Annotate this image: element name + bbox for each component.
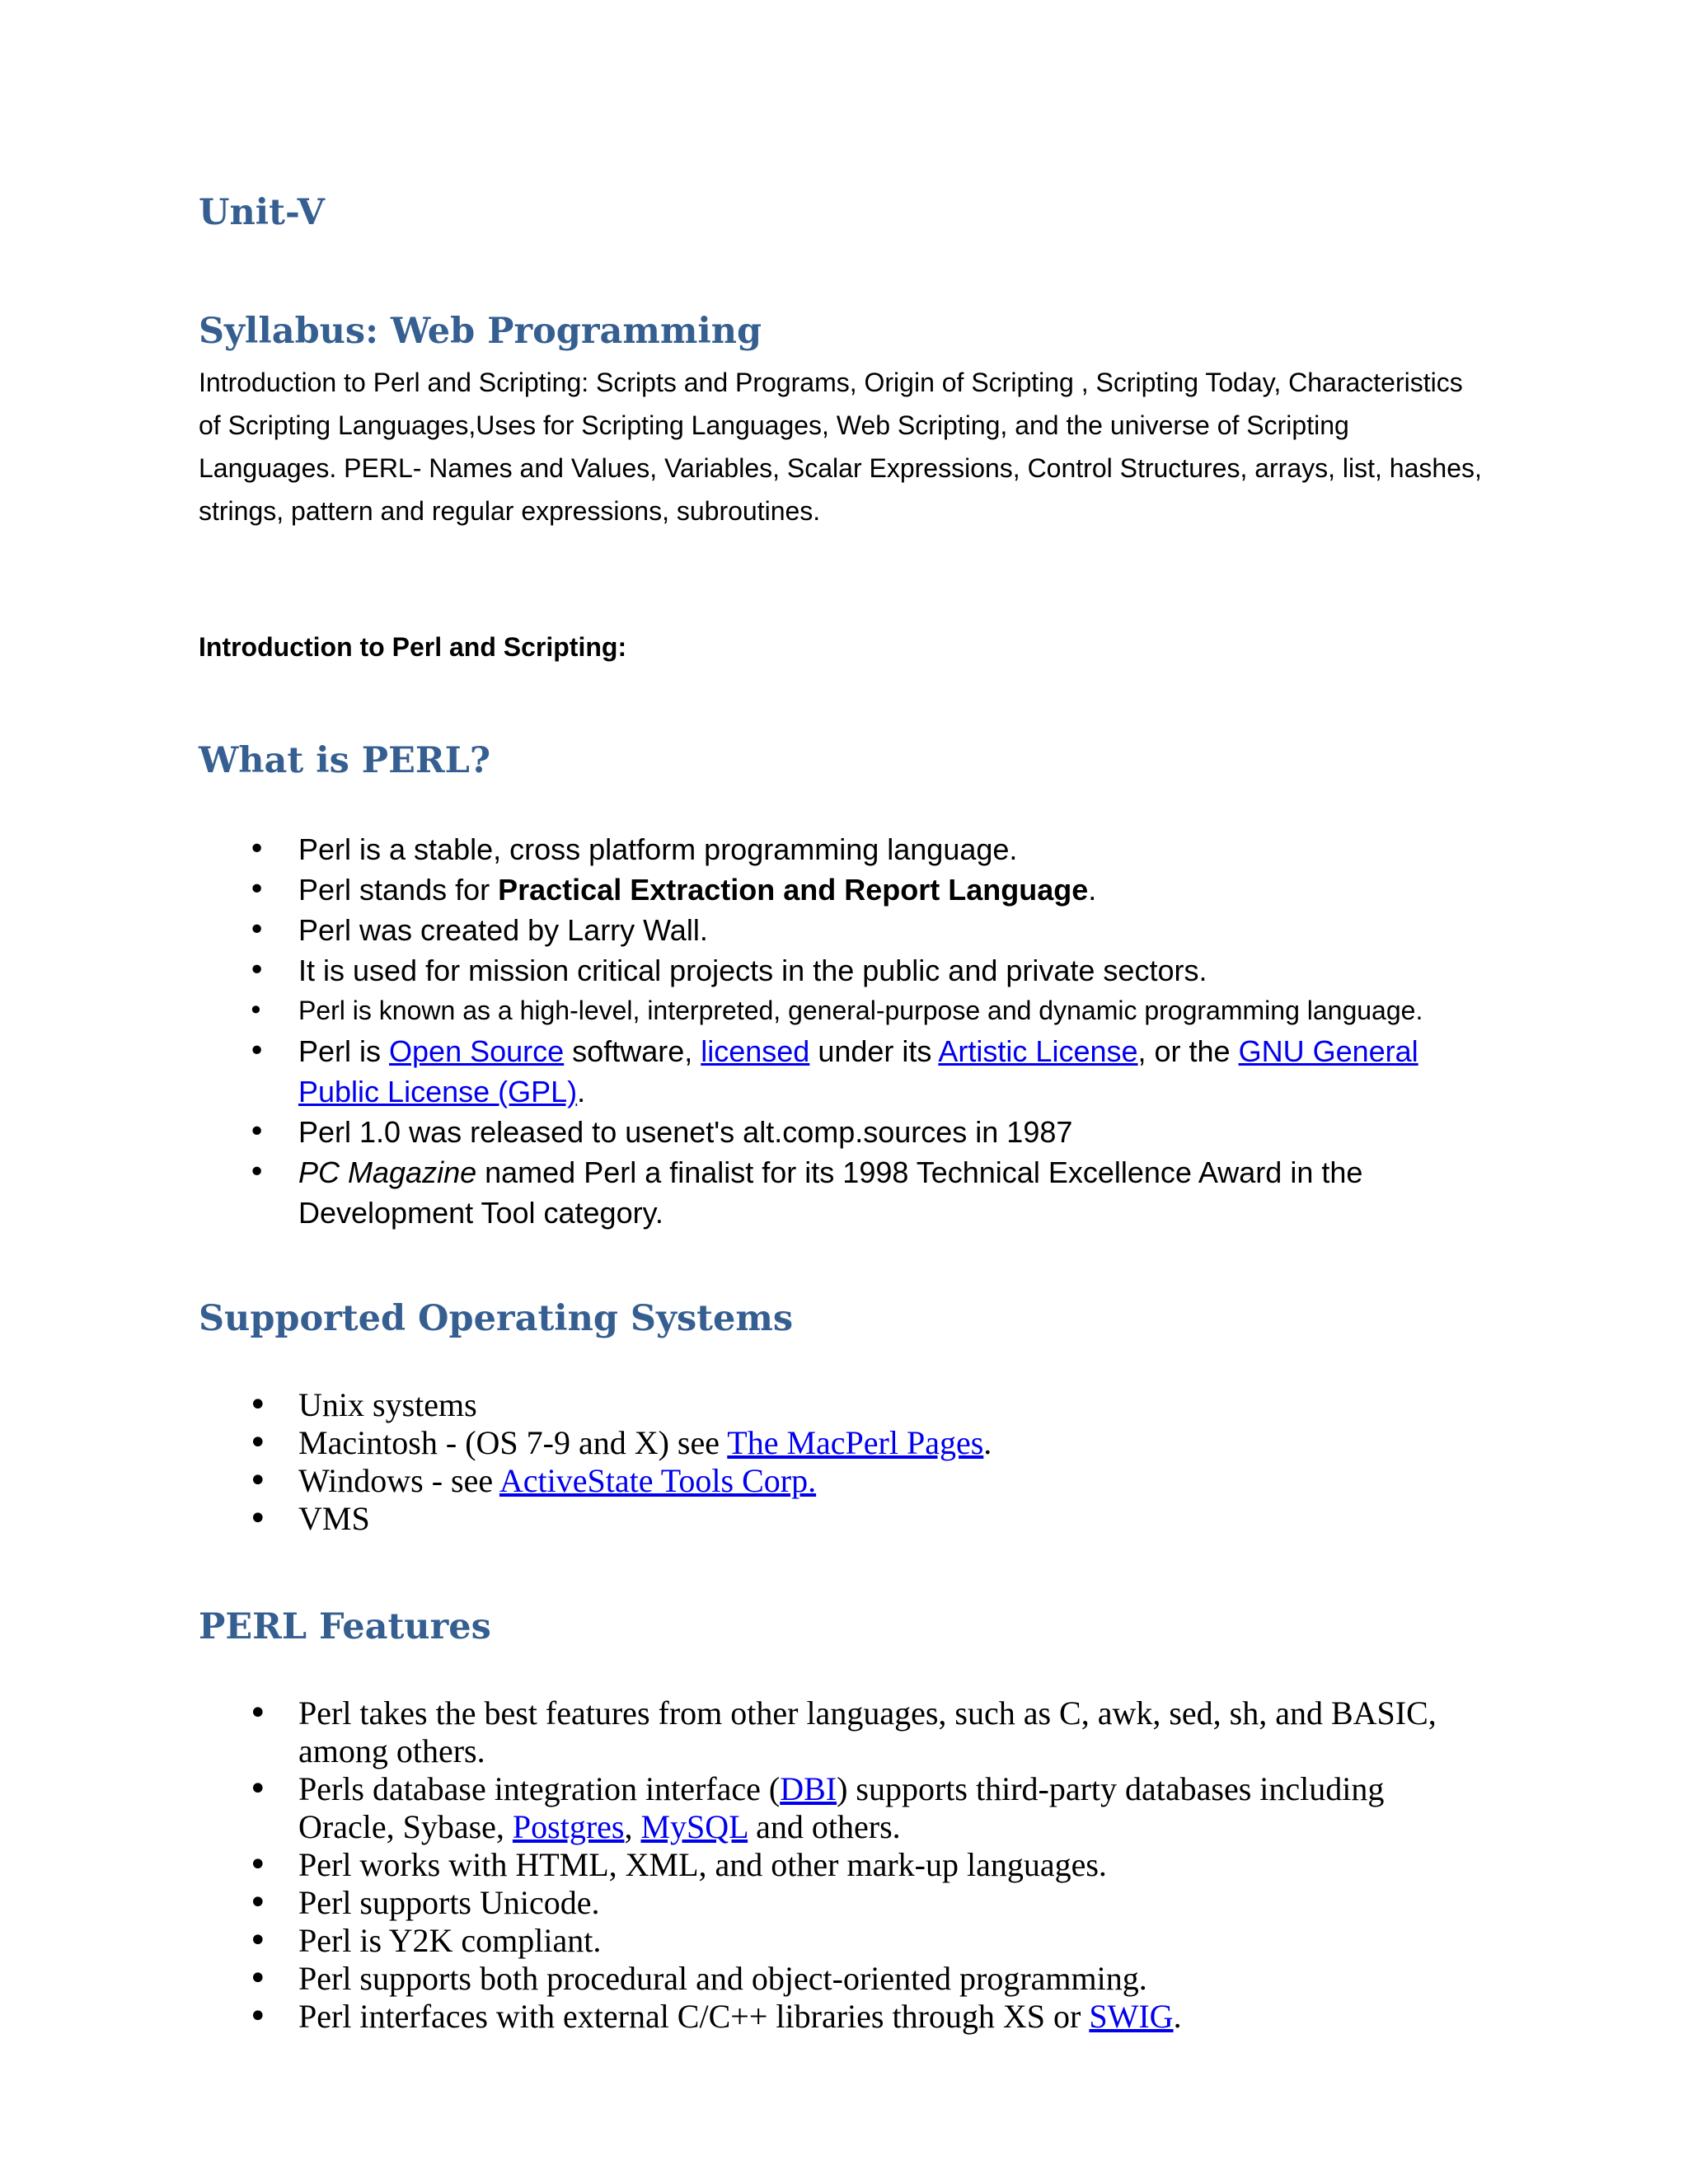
syllabus-text: Introduction to Perl and Scripting: Scripts and Programs, Origin of Scripting , Scripting Today, Characteristics of Scripting Languages,Uses for Scripting Languages, Web Scripting, and the universe of Scripting Languages. PERL- Names and Values, Variables, Scalar Expressions, Control Structures, arrays, list, hashes, strings, pattern and regular expressions, subroutines. <box>199 368 1482 526</box>
list-item-text: Perl works with HTML, XML, and other mark-up languages. <box>298 1846 1107 1883</box>
bold-text: Practical Extraction and Report Language <box>498 873 1089 907</box>
list-item <box>199 1922 1484 1960</box>
unit-heading: Unit-V <box>199 192 326 233</box>
bullet-icon: • <box>248 1846 268 1884</box>
bullet-icon: • <box>248 1034 266 1068</box>
dbi-link[interactable]: DBI <box>780 1770 837 1807</box>
list-item <box>199 1424 1484 1462</box>
bullet-icon: • <box>248 1500 268 1538</box>
list-item-text: . <box>1088 873 1097 907</box>
gnu-gpl-link[interactable]: GNU General Public License (GPL) <box>298 1034 1418 1108</box>
list-item <box>199 1152 1484 1233</box>
list-item-text: Windows - see <box>298 1462 499 1499</box>
bullet-icon: • <box>248 1155 266 1189</box>
list-item-text: Perl is Y2K compliant. <box>298 1922 602 1959</box>
macperl-pages-link[interactable]: The MacPerl Pages <box>727 1424 984 1461</box>
bullet-icon: • <box>248 1386 268 1424</box>
list-item <box>199 1112 1484 1152</box>
list-item <box>199 829 1484 869</box>
swig-link[interactable]: SWIG <box>1089 1998 1174 2035</box>
list-item <box>199 910 1484 950</box>
activestate-link[interactable]: ActiveState Tools Corp. <box>499 1462 817 1499</box>
list-item-text: under its <box>809 1034 939 1068</box>
list-item-text: and others. <box>748 1808 901 1845</box>
list-item <box>199 1500 1484 1538</box>
bullet-icon: • <box>248 1922 268 1960</box>
list-item <box>199 1884 1484 1922</box>
bullet-icon: • <box>248 954 266 987</box>
list-item-text: . <box>983 1424 992 1461</box>
list-item-text: . <box>577 1075 586 1108</box>
list-item <box>199 1462 1484 1500</box>
list-item-text: software, <box>564 1034 701 1068</box>
bullet-icon: • <box>248 995 264 1026</box>
list-item <box>199 869 1484 910</box>
bullet-icon: • <box>248 832 266 866</box>
list-item-text: Perl is known as a high-level, interpreted, general-purpose and dynamic programming language. <box>298 996 1423 1025</box>
mysql-link[interactable]: MySQL <box>640 1808 748 1845</box>
list-item-text: Unix systems <box>298 1386 477 1423</box>
italic-text: PC Magazine <box>298 1155 477 1189</box>
bullet-icon: • <box>248 1884 268 1922</box>
what-is-perl-list <box>199 829 1484 1233</box>
list-item <box>199 991 1484 1031</box>
list-item-text: Perl supports both procedural and object-oriented programming. <box>298 1960 1147 1997</box>
supported-os-heading: Supported Operating Systems <box>199 1298 794 1339</box>
list-item <box>199 1998 1484 2036</box>
postgres-link[interactable]: Postgres <box>512 1808 625 1845</box>
list-item <box>199 1694 1484 1770</box>
licensed-link[interactable]: licensed <box>701 1034 810 1068</box>
list-item <box>199 1770 1484 1846</box>
list-item-text: VMS <box>298 1500 370 1537</box>
bullet-icon: • <box>248 913 266 947</box>
intro-heading: Introduction to Perl and Scripting: <box>199 632 627 662</box>
list-item-text: Perl 1.0 was released to usenet's alt.comp.sources in 1987 <box>298 1115 1073 1149</box>
list-item-text: named Perl a finalist for its 1998 Technical Excellence Award in the Development Tool category. <box>298 1155 1363 1230</box>
list-item-text: Perl supports Unicode. <box>298 1884 600 1921</box>
perl-features-list <box>199 1694 1484 2036</box>
syllabus-heading: Syllabus: Web Programming <box>199 311 762 352</box>
bullet-icon: • <box>248 1694 268 1732</box>
bullet-icon: • <box>248 1462 268 1500</box>
bullet-icon: • <box>248 1424 268 1462</box>
bullet-icon: • <box>248 1115 266 1149</box>
list-item-text: ) supports third-party databases including Oracle, Sybase, <box>298 1770 1385 1845</box>
list-item-text: Perl is a stable, cross platform programming language. <box>298 832 1018 866</box>
bullet-icon: • <box>248 1998 268 2036</box>
list-item-text: Macintosh - (OS 7-9 and X) see <box>298 1424 728 1461</box>
list-item <box>199 1031 1484 1112</box>
list-item-text: , <box>624 1808 641 1845</box>
list-item <box>199 1960 1484 1998</box>
list-item-text: Perl interfaces with external C/C++ libraries through XS or <box>298 1998 1090 2035</box>
open-source-link[interactable]: Open Source <box>389 1034 565 1068</box>
perl-features-heading: PERL Features <box>199 1606 491 1647</box>
list-item-text: It is used for mission critical projects in the public and private sectors. <box>298 954 1207 987</box>
list-item <box>199 1846 1484 1884</box>
list-item-text: Perl takes the best features from other languages, such as C, awk, sed, sh, and BASIC, among others. <box>298 1694 1437 1769</box>
artistic-license-link[interactable]: Artistic License <box>938 1034 1138 1068</box>
list-item-text: Perl was created by Larry Wall. <box>298 913 708 947</box>
list-item-text: . <box>1173 1998 1182 2035</box>
what-is-perl-heading: What is PERL? <box>199 740 491 781</box>
list-item <box>199 950 1484 991</box>
supported-os-list <box>199 1386 1484 1538</box>
list-item-text: Perl stands for <box>298 873 499 907</box>
list-item <box>199 1386 1484 1424</box>
list-item-text: , or the <box>1137 1034 1239 1068</box>
bullet-icon: • <box>248 873 266 907</box>
bullet-icon: • <box>248 1960 268 1998</box>
bullet-icon: • <box>248 1770 268 1808</box>
list-item-text: Perl is <box>298 1034 390 1068</box>
list-item-text: Perls database integration interface ( <box>298 1770 781 1807</box>
